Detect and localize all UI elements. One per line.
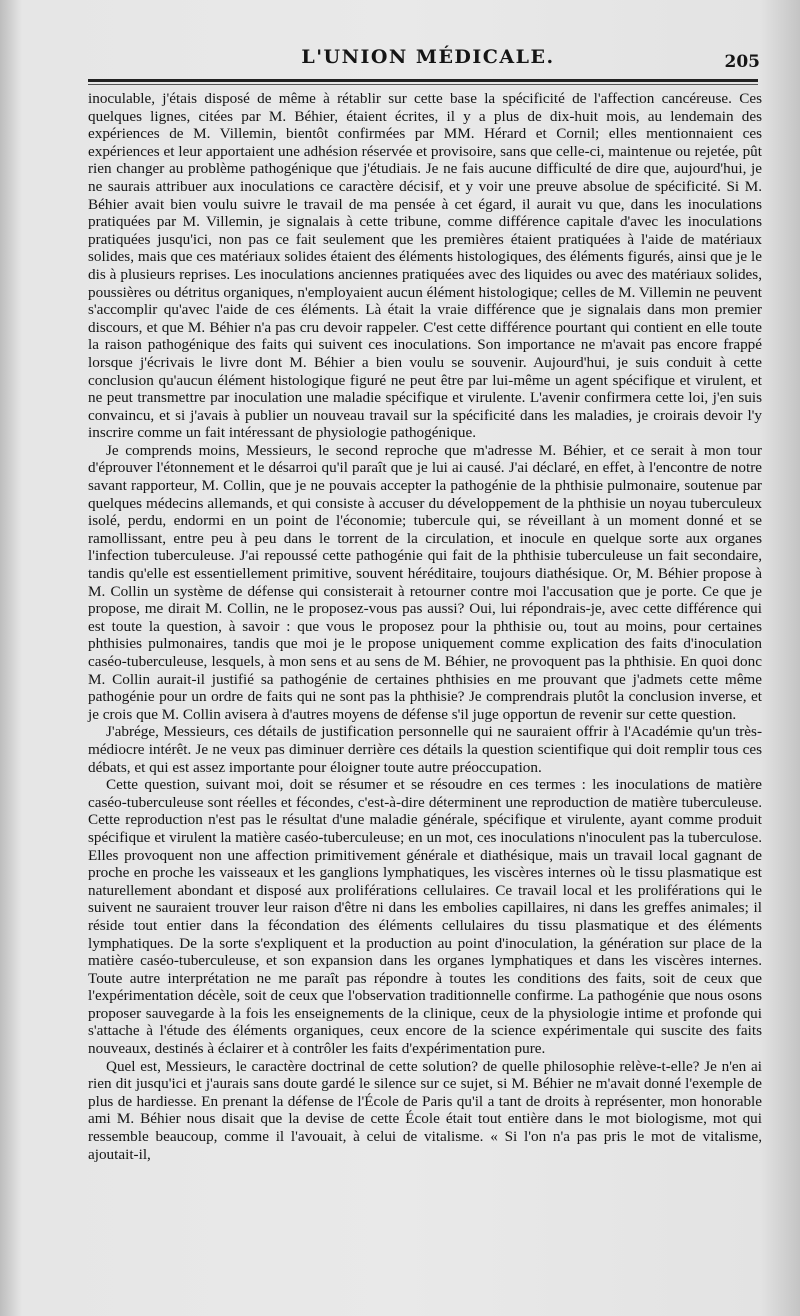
running-head [88, 44, 768, 76]
paragraph-second-reproach: Je comprends moins, Messieurs, le second reproche que m'adresse M. Béhier, et ce serait à mon tour d'éprouver l'étonnement et le désarroi qu'il paraît que je lui ai causé. J'ai déclaré, en effet, à l'encontre de notre savant rapporteur, M. Collin, que je ne pouvais accepter la pathogénie de la phthisie pulmonaire, soutenue par quelques médecins allemands, et qui consiste à accuser du développement de la phthisie un noyau tuberculeux isolé, perdu, endormi en un point de l'économie; tubercule qui, se réveillant à un moment donné et se ramollissant, entre peu à peu dans le torrent de la circulation, et inocule en quelque sorte aux organes l'infection tuberculeuse. J'ai repoussé cette pathogénie qui fait de la phthisie tuberculeuse un fait secondaire, tandis qu'elle est essentiellement primitive, souvent héréditaire, toujours diathésique. Or, M. Béhier propose à M. Collin un système de défense qui consisterait à retourner contre moi l'accusation que je porte. Ce que je propose, me dirait M. Collin, ne le proposez-vous pas aussi? Oui, lui répondrais-je, avec cette différence qui est toute la question, à savoir : que vous le proposez pour la phthisie ou, tout au moins, pour certaines phthisies pulmonaires, tandis que moi je le propose uniquement comme explication des faits d'inoculation caséo-tuberculeuse, lesquels, à mon sens et au sens de M. Béhier, ne provoquent pas la phthisie. En quoi donc M. Collin aurait-il justifié sa pathogénie de certaines phthisies en me prouvant que j'admets cette même pathogénie pour un ordre de faits qui ne sont pas la phthisie? Je comprendrais plutôt la conclusion inverse, et je crois que M. Collin avisera à d'autres moyens de défense s'il juge opportun de revenir sur cette question. [88, 441, 762, 723]
paragraph-question-summary: Cette question, suivant moi, doit se résumer et se résoudre en ces termes : les inoculations de matière caséo-tuberculeuse sont réelles et fécondes, c'est-à-dire déterminent une reproduction de matière tuberculeuse. Cette reproduction n'est pas le résultat d'une maladie générale, spécifique et virulente, ayant comme produit spécifique et virulent la matière caséo-tuberculeuse; en un mot, ces inoculations n'inoculent pas la tuberculose. Elles provoquent non une affection primitivement générale et diathésique, mais un travail local gagnant de proche en proche les vaisseaux et les ganglions lymphatiques, les viscères internes où le tissu plasmatique est naturellement abondant et disposé aux proliférations cellulaires. Ce travail local et les proliférations qui le suivent ne sauraient trouver leur raison d'être ni dans les embolies capillaires, ni dans les greffes animales; il réside tout entier dans la fécondation des éléments cellulaires du tissu plasmatique et des éléments lymphatiques. De la sorte s'expliquent et la production au point d'inoculation, la génération sur place de la matière caséo-tuberculeuse, et son expansion dans les organes lymphatiques et dans les viscères internes. Toute autre interprétation ne me paraît pas répondre à toutes les conditions des faits, soit de ceux que l'expérimentation décèle, soit de ceux que l'observation traditionnelle confirme. La pathogénie que nous osons proposer sauvegarde à la fois les enseignements de la clinique, ceux de la physiologie intime et profonde qui s'attache à l'étude des éléments organiques, ceux encore de la science expérimentale qui suscite des faits nouveaux, destinés à éclairer et à contrôler les faits d'expérimentation pure. [88, 776, 762, 1058]
header-rule-thin [88, 84, 758, 85]
paragraph-abridge: J'abrége, Messieurs, ces détails de justification personnelle qui ne sauraient offrir à l'Académie qu'un très-médiocre intérêt. Je ne veux pas diminuer derrière ces détails la question scientifique qui doit remplir tous ces débats, et qui est assez importante pour éloigner toute autre préoccupation. [88, 723, 762, 776]
page-number: 205 [724, 52, 760, 72]
paragraph-continuation: inoculable, j'étais disposé de même à rétablir sur cette base la spécificité de l'affection cancéreuse. Ces quelques lignes, citées par M. Béhier, étaient écrites, il y a plus de dix-huit mois, au lendemain des expériences de M. Villemin, bientôt confirmées par MM. Hérard et Cornil; elles mentionnaient ces expériences et leur apportaient une adhésion réservée et provisoire, sans que celle-ci, maintenue ou rejetée, pût rien changer au problème pathogénique que j'étudiais. Je ne fais aucune difficulté de dire que, aujourd'hui, je ne saurais attribuer aux inoculations ce caractère décisif, et y voir une preuve absolue de spécificité. Si M. Béhier avait bien voulu suivre le travail de ma pensée à cet égard, il aurait vu que, dans les inoculations pratiquées par M. Villemin, je signalais à cette tribune, comme différence capitale d'avec les inoculations pratiquées jusqu'ici, non pas ce fait seulement que les premières étaient pratiquées à l'aide de matériaux solides, mais que ces matériaux solides étaient des éléments histologiques, des éléments figurés, ainsi que je le dis à plusieurs reprises. Les inoculations anciennes pratiquées avec des liquides ou avec des matériaux solides, poussières ou détritus organiques, n'employaient aucun élément histologique; celles de M. Villemin ne peuvent s'accomplir qu'avec l'aide de ces éléments. Là était la vraie différence que je signalais dans mon premier discours, et que M. Béhier n'a pas cru devoir rappeler. C'est cette différence pourtant qui contient en elle toute la raison pathogénique des faits qui suivent ces inoculations. Son importance ne m'avait pas encore frappé lorsque j'écrivais le livre dont M. Béhier a bien voulu se souvenir. Aujourd'hui, je suis conduit à cette conclusion qu'aucun élément histologique figuré ne peut être par lui-même un agent spécifique et virulent, et ne peut transmettre par inoculation une maladie spécifique et virulente. L'avenir confirmera cette loi, j'en suis convaincu, et si j'avais à publier un nouveau travail sur la spécificité dans les maladies, je croirais devoir l'y inscrire comme un fait intéressant de physiologie pathogénique. [88, 90, 763, 442]
header-rule [88, 79, 758, 82]
paragraph-doctrinal-character: Quel est, Messieurs, le caractère doctrinal de cette solution? de quelle philosophie relève-t-elle? Je n'en ai rien dit jusqu'ici et j'aurais sans doute gardé le silence sur ce sujet, si M. Béhier ne m'avait donné l'exemple de plus de hardiesse. En prenant la défense de l'École de Paris qu'il a tant de droits à représenter, mon honorable ami M. Béhier nous disait que la devise de cette École était tout entière dans le mot biologisme, mot qui ressemble beaucoup, comme il l'avouait, à celui de vitalisme. « Si l'on n'a pas pris le mot de vitalisme, ajoutait-il, [88, 1057, 762, 1163]
article-body [88, 90, 762, 1163]
journal-title: L'UNION MÉDICALE. [301, 46, 555, 68]
